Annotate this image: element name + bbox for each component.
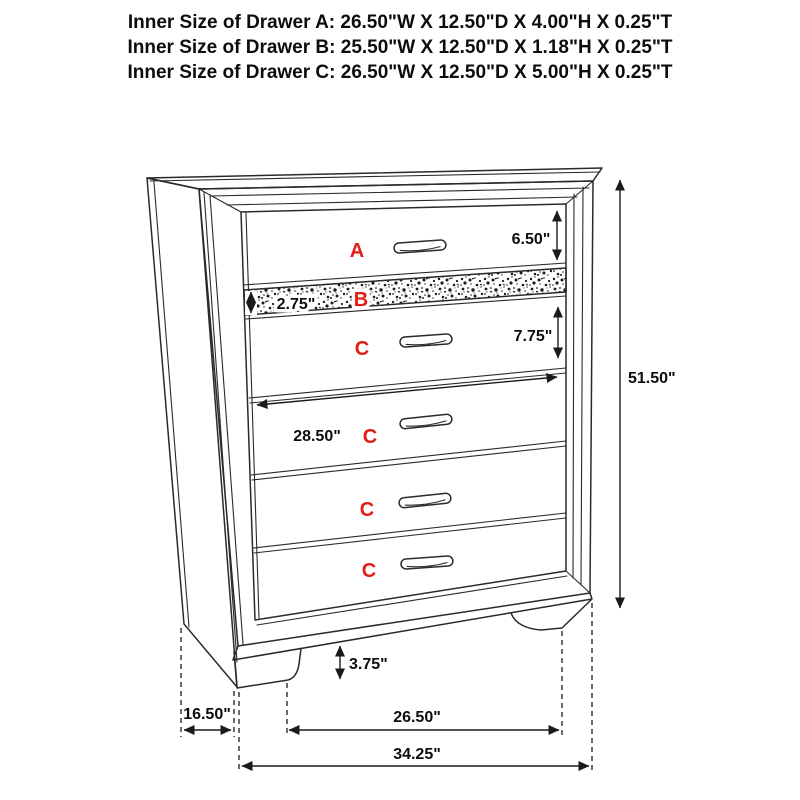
dim-drawer-c-height xyxy=(514,307,558,358)
drawer-c2-label: C xyxy=(362,426,378,448)
dim-overall-height xyxy=(620,180,676,608)
right-front-leg xyxy=(511,600,591,630)
dim-label: 16.50" xyxy=(183,706,231,723)
drawer-c3-label: C xyxy=(359,499,375,521)
drawer-handle xyxy=(399,493,452,508)
dim-label: 6.50" xyxy=(511,231,551,248)
dim-arrow xyxy=(257,377,557,405)
dim-front-width-between-legs xyxy=(289,709,559,730)
drawer-separator-lines xyxy=(243,263,567,625)
drawer-handle xyxy=(401,556,454,570)
size-note-line-c: Inner Size of Drawer C: 26.50"W X 12.50"D X 5.00"H X 0.25"T xyxy=(127,62,673,83)
drawer-b-label: B xyxy=(353,289,369,311)
dimension-annotations xyxy=(181,180,676,773)
drawer-handle xyxy=(400,414,453,429)
dim-side-depth xyxy=(183,706,231,730)
base-outline xyxy=(233,593,592,660)
drawer-a-label: A xyxy=(349,240,365,262)
dim-drawer-a-height xyxy=(512,211,557,260)
dim-foot-height xyxy=(340,646,388,679)
drawer-handle xyxy=(394,240,447,254)
dim-label: 34.25" xyxy=(393,746,441,763)
dim-label: 3.75" xyxy=(349,656,388,673)
dim-label: 26.50" xyxy=(393,709,441,726)
dim-label: 2.75" xyxy=(276,296,316,313)
size-note-line-a: Inner Size of Drawer A: 26.50"W X 12.50"D X 4.00"H X 0.25"T xyxy=(127,12,673,33)
dim-inner-width xyxy=(257,377,557,445)
drawer-c4-label: C xyxy=(361,560,377,582)
dim-overall-width xyxy=(242,746,589,766)
drawer-c1-label: C xyxy=(354,338,370,360)
dim-label: 7.75" xyxy=(513,328,553,345)
size-note-line-b: Inner Size of Drawer B: 25.50"W X 12.50"D X 1.18"H X 0.25"T xyxy=(127,37,673,58)
cabinet-side-panel xyxy=(147,178,237,687)
dim-label: 51.50" xyxy=(628,370,676,387)
dim-label: 28.50" xyxy=(293,428,341,445)
drawer-handle xyxy=(400,334,453,348)
